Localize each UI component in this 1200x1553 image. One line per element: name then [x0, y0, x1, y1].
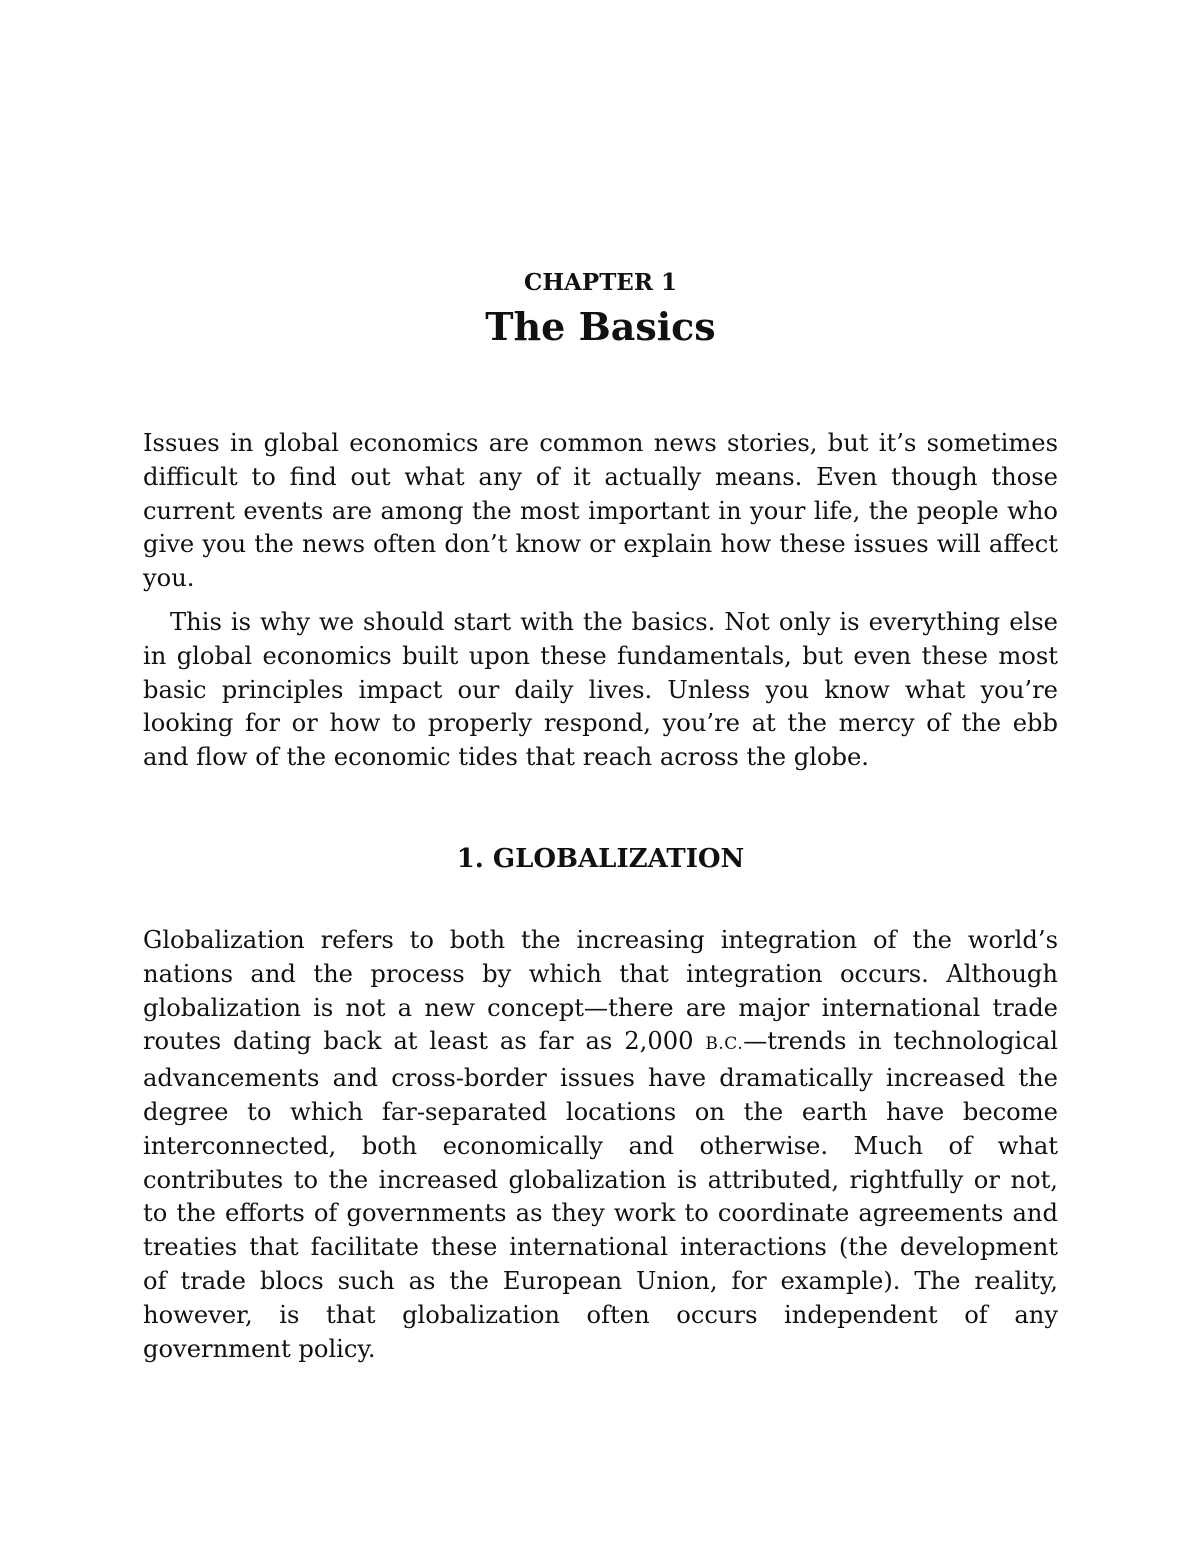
- globalization-paragraph-end: —trends in technological advancements and cross-border issues have dramatically increased the degree to which far-separated locations on the earth have become interconnected, both economically and otherwise. Much of what contributes to the increased globalization is attributed, rightfully or not, to the efforts of governments as they work to coordinate agreements and treaties that facilitate these international interactions (the development of trade blocs such as the European Union, for example). The reality, however, is that globalization often occurs independent of any government policy.: [143, 1027, 1058, 1363]
- intro-paragraph-2: This is why we should start with the basics. Not only is everything else in global economics built upon these fundamentals, but even these most basic principles impact our daily lives. Unless you know what you’re looking for or how to properly respond, you’re at the mercy of the ebb and flow of the economic tides that reach across the globe.: [143, 608, 1058, 772]
- book-page: [143, 0, 1058, 1553]
- globalization-paragraph: [143, 924, 1058, 1366]
- intro-paragraph-1: Issues in global economics are common news stories, but it’s sometimes difficult to find out what any of it actually means. Even though those current events are among the most important in your life, the people who give you the news often don’t know or explain how these issues will affect you.: [143, 429, 1058, 593]
- section-heading-globalization: 1. GLOBALIZATION: [456, 844, 745, 874]
- chapter-title: The Basics: [485, 304, 716, 349]
- globalization-paragraph-start: Globalization refers to both the increasing integration of the world’s nations and the process by which that integration occurs. Although globalization is not a new concept—there are major international trade routes dating back at least as far as 2,000: [143, 926, 1058, 1056]
- chapter-label: CHAPTER 1: [524, 269, 677, 296]
- era-abbreviation: B.C.: [705, 1034, 744, 1055]
